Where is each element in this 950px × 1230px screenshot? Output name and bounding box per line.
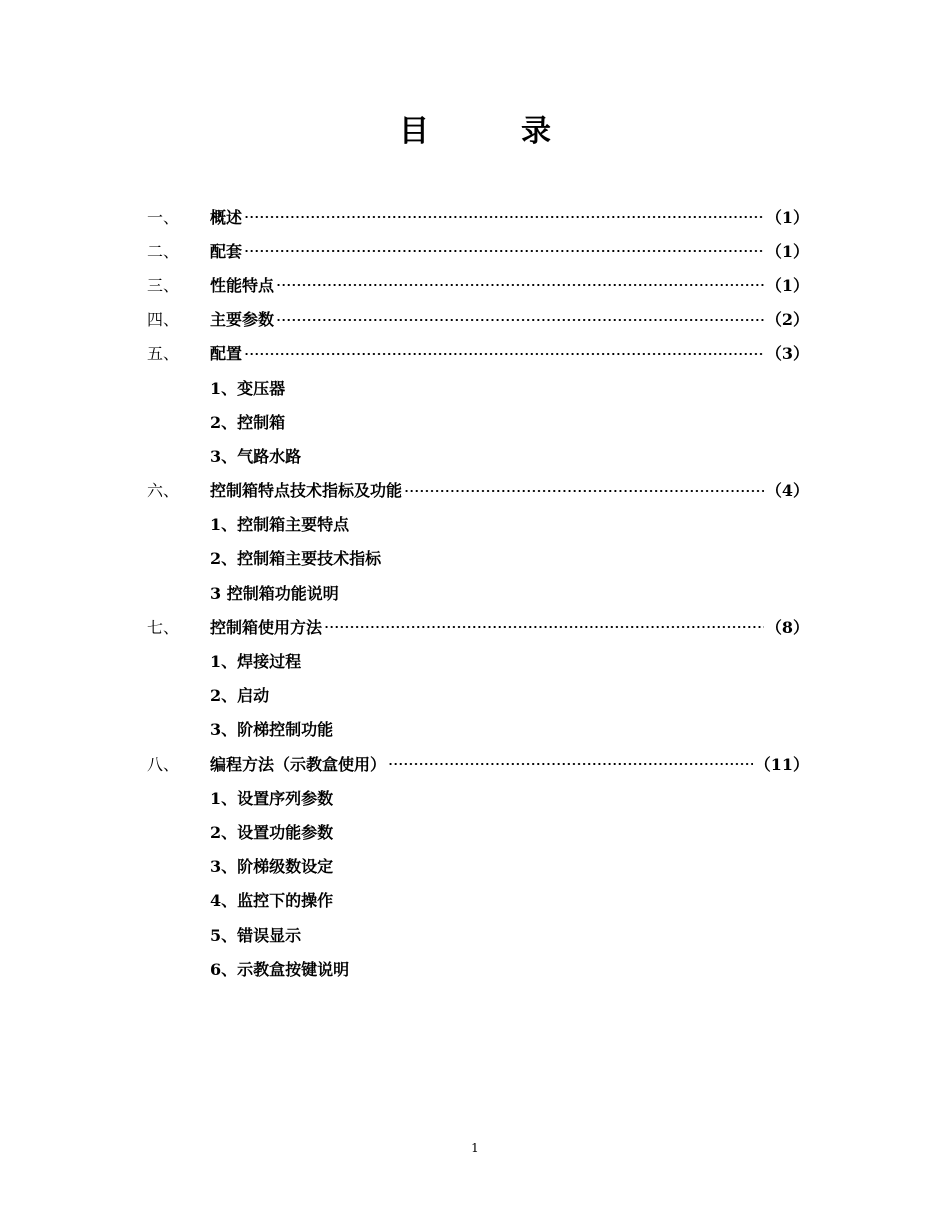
dot-leader: [244, 216, 764, 218]
toc-subsection-row[interactable]: [147, 643, 809, 677]
section-page-ref: （1）: [765, 275, 809, 295]
section-page-ref: （3）: [765, 344, 809, 364]
section-title: 配套: [210, 241, 243, 261]
dot-leader: [276, 319, 764, 321]
toc-section-row[interactable]: [147, 336, 809, 370]
toc-subsection-row[interactable]: [147, 780, 809, 814]
title-char-2: 录: [521, 114, 551, 149]
section-title: 控制箱使用方法: [210, 617, 323, 637]
subsection-title: 1、变压器: [210, 378, 286, 398]
dot-leader: [244, 250, 764, 252]
subsection-title: 2、控制箱主要技术指标: [210, 549, 382, 569]
toc-subsection-row[interactable]: [147, 507, 809, 541]
toc-title: [0, 112, 950, 152]
page-number: 1: [471, 1141, 479, 1155]
subsection-title: 2、设置功能参数: [210, 822, 334, 842]
section-title: 性能特点: [210, 275, 275, 295]
subsection-title: 4、监控下的操作: [210, 891, 334, 911]
toc-subsection-row[interactable]: [147, 917, 809, 951]
toc-section-row[interactable]: [147, 746, 809, 780]
section-number: 六、: [147, 481, 180, 501]
toc-subsection-row[interactable]: [147, 849, 809, 883]
section-number: 八、: [147, 754, 180, 774]
section-number: 二、: [147, 241, 180, 261]
section-title: 编程方法（示教盒使用）: [210, 754, 387, 774]
toc-section-row[interactable]: [147, 473, 809, 507]
section-number: 三、: [147, 275, 180, 295]
toc-subsection-row[interactable]: [147, 541, 809, 575]
title-char-1: 目: [399, 114, 429, 149]
toc-subsection-row[interactable]: [147, 883, 809, 917]
dot-leader: [388, 763, 753, 765]
section-title: 主要参数: [210, 310, 275, 330]
section-page-ref: （2）: [765, 310, 809, 330]
toc-subsection-row[interactable]: [147, 814, 809, 848]
subsection-title: 3、阶梯级数设定: [210, 857, 334, 877]
toc-section-row[interactable]: [147, 609, 809, 643]
toc-subsection-row[interactable]: [147, 404, 809, 438]
subsection-title: 6、示教盒按键说明: [210, 959, 350, 979]
dot-leader: [404, 490, 764, 492]
section-number: 七、: [147, 617, 180, 637]
section-number: 五、: [147, 344, 180, 364]
section-title: 概述: [210, 207, 243, 227]
section-page-ref: （4）: [765, 481, 809, 501]
toc-subsection-row[interactable]: [147, 575, 809, 609]
section-page-ref: （8）: [765, 617, 809, 637]
toc-subsection-row[interactable]: [147, 951, 809, 985]
section-page-ref: （1）: [765, 207, 809, 227]
toc-section-row[interactable]: [147, 267, 809, 301]
section-page-ref: （11）: [754, 754, 809, 774]
dot-leader: [276, 284, 764, 286]
toc-subsection-row[interactable]: [147, 712, 809, 746]
subsection-title: 2、启动: [210, 686, 270, 706]
subsection-title: 1、焊接过程: [210, 652, 302, 672]
section-number: 一、: [147, 207, 180, 227]
table-of-contents: [147, 199, 809, 985]
subsection-title: 3、气路水路: [210, 446, 302, 466]
section-title: 控制箱特点技术指标及功能: [210, 481, 403, 501]
section-title: 配置: [210, 344, 243, 364]
subsection-title: 3、阶梯控制功能: [210, 720, 334, 740]
toc-section-row[interactable]: [147, 302, 809, 336]
dot-leader: [324, 626, 764, 628]
subsection-title: 2、控制箱: [210, 412, 286, 432]
toc-subsection-row[interactable]: [147, 370, 809, 404]
toc-section-row[interactable]: [147, 199, 809, 233]
toc-subsection-row[interactable]: [147, 678, 809, 712]
subsection-title: 3 控制箱功能说明: [210, 583, 339, 603]
subsection-title: 1、控制箱主要特点: [210, 515, 350, 535]
subsection-title: 1、设置序列参数: [210, 788, 334, 808]
toc-section-row[interactable]: [147, 233, 809, 267]
section-number: 四、: [147, 310, 180, 330]
toc-subsection-row[interactable]: [147, 438, 809, 472]
subsection-title: 5、错误显示: [210, 925, 302, 945]
section-page-ref: （1）: [765, 241, 809, 261]
dot-leader: [244, 353, 764, 355]
